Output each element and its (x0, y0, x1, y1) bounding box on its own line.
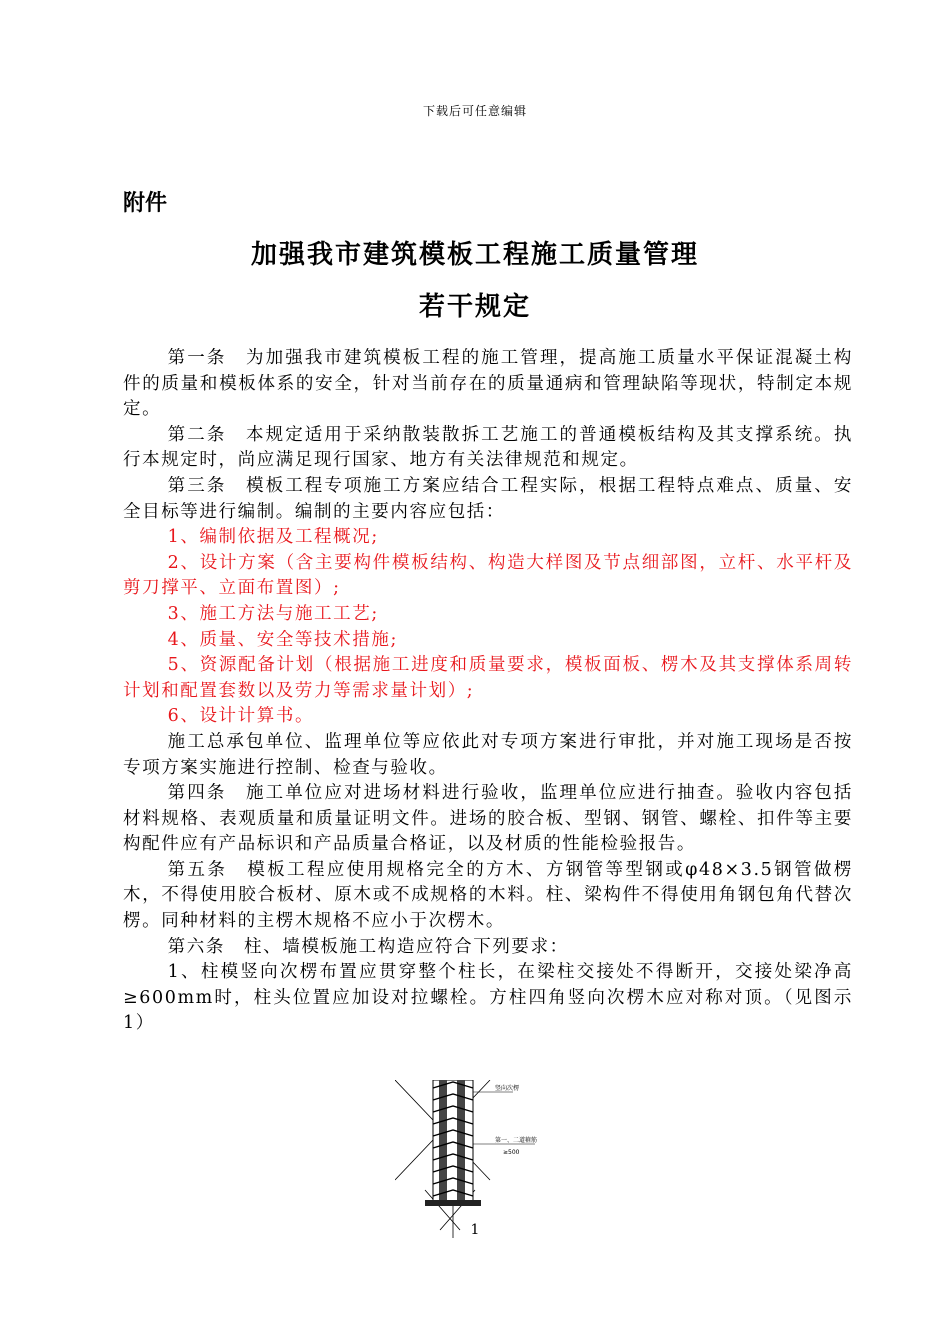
attachment-label: 附件 (123, 191, 168, 216)
document-title-line1: 加强我市建筑模板工程施工质量管理 (250, 240, 699, 270)
document-body (123, 346, 853, 1037)
figure-label-b: 第一、二道箍筋 (495, 1137, 538, 1144)
column-formwork-figure (395, 1080, 565, 1240)
list-item: 1、编制依据及工程概况; (167, 527, 379, 548)
header-note: 下载后可任意编辑 (422, 104, 527, 118)
paragraph: 第四条 施工单位应对进场材料进行验收，监理单位应进行抽查。验收内容包括材料规格、表观质量和质量证明文件。进场的胶合板、型钢、钢管、螺栓、扣件等主要构配件应有产品标识和产品质量合格证，以及材质的性能检验报告。 (123, 783, 853, 855)
page-number: 1 (470, 1222, 480, 1238)
paragraph: 第一条 为加强我市建筑模板工程的施工管理，提高施工质量水平保证混凝土构件的质量和模板体系的安全，针对当前存在的质量通病和管理缺陷等现状，特制定本规定。 (123, 348, 853, 420)
list-item: 3、施工方法与施工工艺; (167, 603, 379, 624)
paragraph: 第六条 柱、墙模板施工构造应符合下列要求： (167, 936, 569, 957)
list-item: 5、资源配备计划（根据施工进度和质量要求，模板面板、楞木及其支撑体系周转计划和配置套数以及劳力等需求量计划）; (123, 655, 853, 701)
list-item: 2、设计方案（含主要构件模板结构、构造大样图及节点细部图，立杆、水平杆及剪刀撑平、立面布置图）; (123, 552, 853, 599)
paragraph: 1、柱模竖向次楞布置应贯穿整个柱长，在梁柱交接处不得断开，交接处梁净高≥600mm时，柱头位置应加设对拉螺栓。方柱四角竖向次楞木应对称对顶。（见图示1） (123, 962, 853, 1034)
paragraph: 第三条 模板工程专项施工方案应结合工程实际，根据工程特点难点、质量、安全目标等进行编制。编制的主要内容应包括： (123, 475, 853, 522)
list-item: 4、质量、安全等技术措施; (167, 629, 398, 650)
figure-label-a: 竖向次楞 (495, 1085, 520, 1092)
column-formwork-drawing (395, 1080, 565, 1240)
paragraph: 第二条 本规定适用于采纳散装散拆工艺施工的普通模板结构及其支撑系统。执行本规定时，尚应满足现行国家、地方有关法律规范和规定。 (123, 424, 853, 471)
figure-label-c: ≥500 (503, 1149, 520, 1156)
paragraph: 施工总承包单位、监理单位等应依此对专项方案进行审批，并对施工现场是否按专项方案实施进行控制、检查与验收。 (123, 731, 853, 778)
paragraph: 第五条 模板工程应使用规格完全的方木、方钢管等型钢或φ48×3.5钢管做楞木，不得使用胶合板材、原木或不成规格的木料。柱、梁构件不得使用角钢包角代替次楞。同种材料的主楞木规格不应小于次楞木。 (123, 859, 853, 932)
list-item: 6、设计计算书。 (167, 706, 315, 727)
document-title-line2: 若干规定 (418, 292, 531, 322)
